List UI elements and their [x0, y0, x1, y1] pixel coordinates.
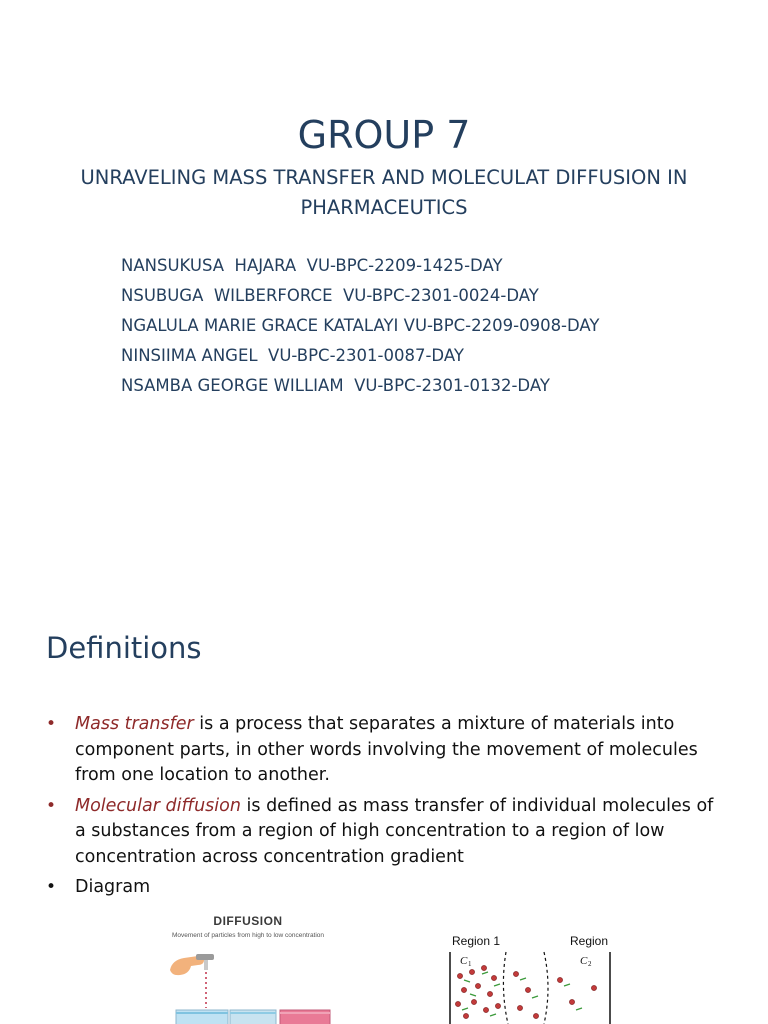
illustration-caption: Movement of particles from high to low concentration — [171, 932, 325, 939]
definition-term: Molecular diffusion — [75, 795, 241, 816]
definition-text: Diagram — [75, 877, 151, 897]
member-list — [121, 251, 600, 401]
bullet-icon: • — [46, 877, 57, 897]
member-item: NSAMBA GEORGE WILLIAM VU-BPC-2301-0132-DAY — [121, 376, 550, 395]
diffusion-illustration — [158, 910, 338, 1024]
definition-list — [44, 712, 724, 906]
region-1-label: Region 1 — [452, 934, 501, 948]
definition-item — [44, 875, 724, 901]
illustration-title: DIFFUSION — [213, 914, 283, 928]
bullet-icon: • — [46, 714, 57, 734]
dropper-beakers-graphic — [158, 940, 338, 1024]
definitions-slide — [0, 576, 768, 1024]
beaker-icon — [230, 1010, 276, 1024]
bullet-icon: • — [46, 795, 57, 816]
c1-label: C — [460, 955, 468, 967]
section-heading: Definitions — [46, 631, 202, 665]
member-item: NANSUKUSA HAJARA VU-BPC-2209-1425-DAY — [121, 256, 503, 275]
region-2-label: Region — [570, 934, 609, 948]
definition-term: Mass transfer — [75, 714, 194, 734]
slide-subtitle: UNRAVELING MASS TRANSFER AND MOLECULAT DIFFUSION IN PHARMACEUTICS — [80, 166, 688, 219]
c1-subscript: 1 — [468, 960, 472, 968]
c2-label: C — [580, 955, 588, 967]
slide-title: GROUP 7 — [297, 113, 471, 157]
dropper-icon — [196, 954, 214, 960]
member-item: NGALULA MARIE GRACE KATALAYI VU-BPC-2209-0908-DAY — [121, 316, 600, 335]
member-item: NSUBUGA WILBERFORCE VU-BPC-2301-0024-DAY — [121, 286, 539, 305]
concentration-gradient-illustration — [448, 934, 614, 1024]
member-item: NINSIIMA ANGEL VU-BPC-2301-0087-DAY — [121, 346, 464, 365]
beaker-icon — [280, 1010, 330, 1024]
particles-graphic — [448, 950, 614, 1024]
beaker-icon — [176, 1010, 228, 1024]
definition-item — [44, 712, 724, 789]
definition-text: is defined as mass transfer of individual molecules of a substances from a region of high concentration to a region of low concentration across concentration gradient — [75, 795, 714, 867]
c2-subscript: 2 — [588, 960, 592, 968]
definition-text: is a process that separates a mixture of materials into component parts, in other words involving the movement of molecules from one location to another. — [75, 714, 698, 785]
particle-cluster — [455, 965, 596, 1018]
definition-item — [44, 794, 724, 871]
